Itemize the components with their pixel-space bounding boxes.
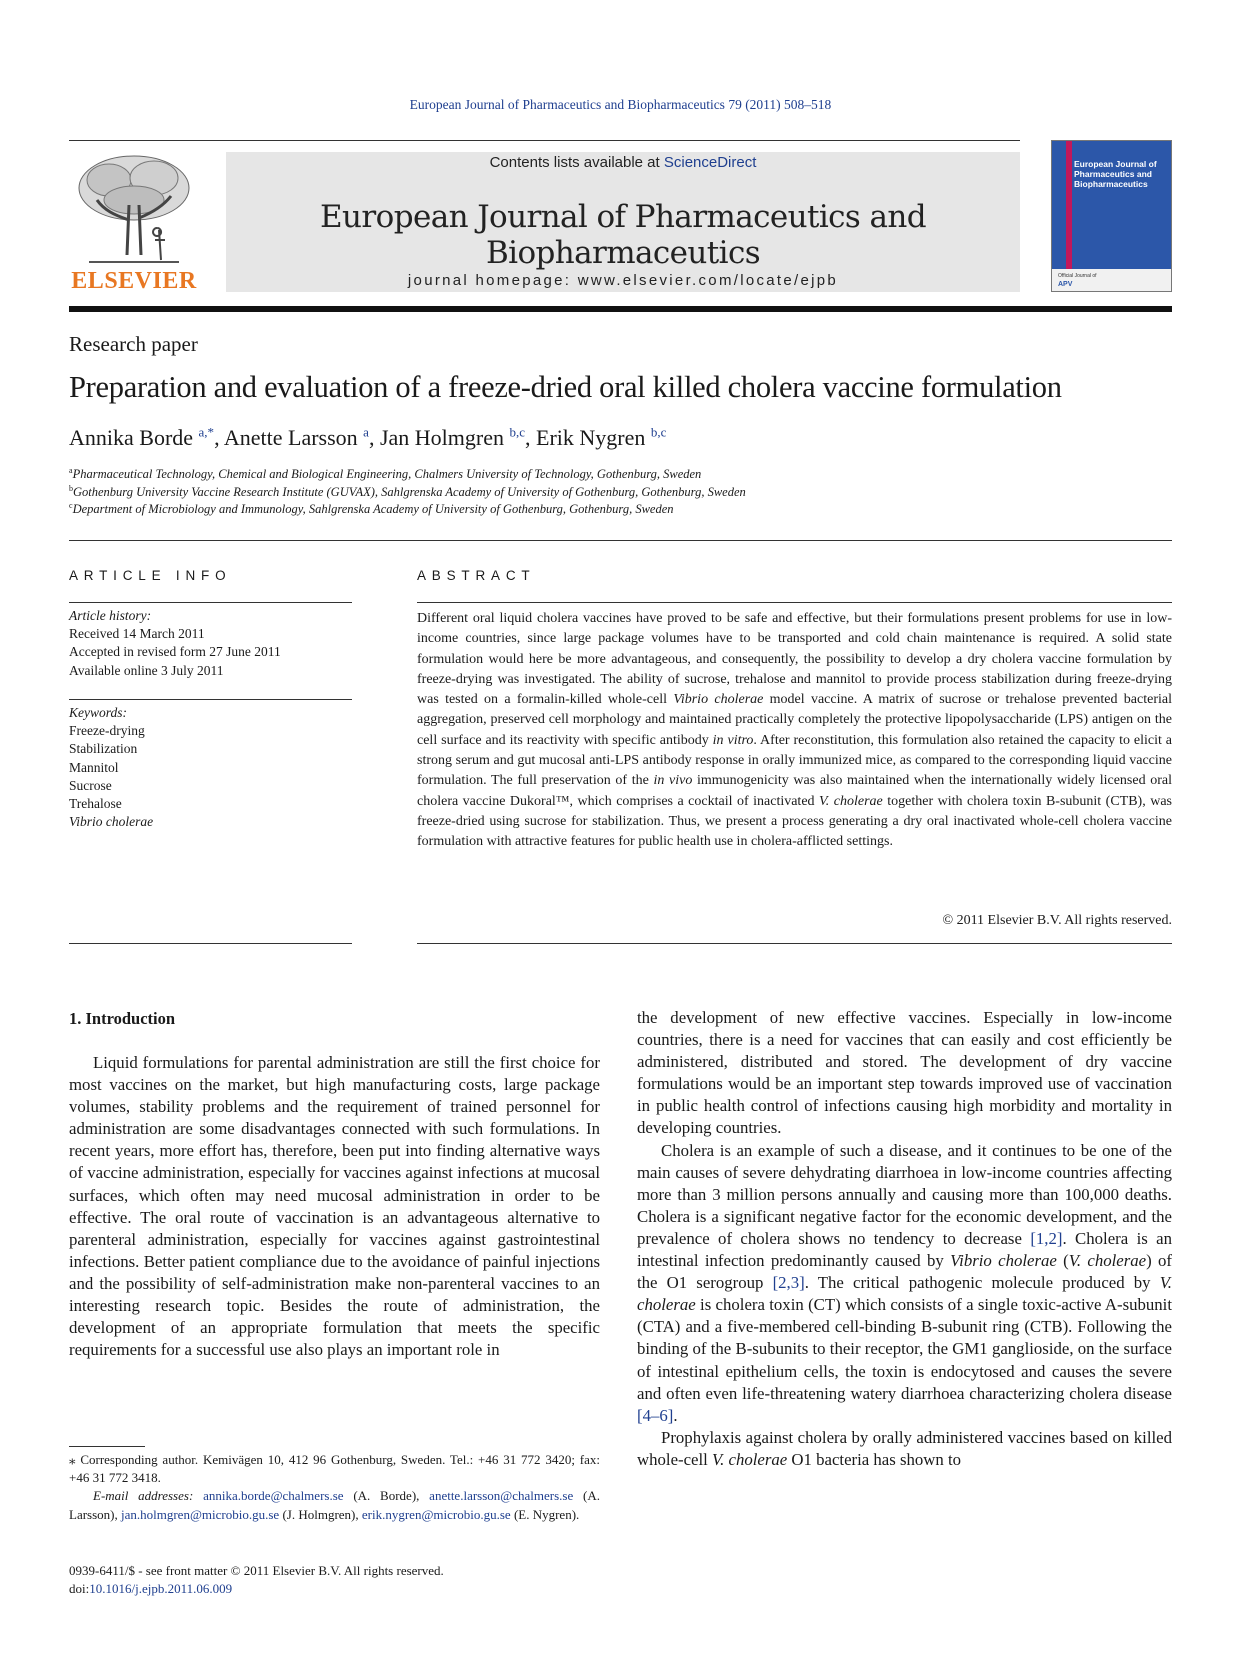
cover-title: European Journal of Pharmaceutics and Biopharmaceutics (1074, 159, 1157, 189)
abstract-bottom-divider (417, 943, 1172, 944)
italic-term: V. cholerae (1068, 1251, 1147, 1271)
elsevier-logo[interactable] (69, 150, 199, 295)
italic-term: Vibrio cholerae (950, 1251, 1057, 1271)
citation-link[interactable]: [2,3] (772, 1273, 805, 1293)
keyword: Stabilization (69, 741, 138, 757)
doi-link[interactable]: 10.1016/j.ejpb.2011.06.009 (89, 1581, 233, 1596)
issn-block (69, 1562, 444, 1598)
abstract-heading: ABSTRACT (417, 568, 536, 583)
author-affiliation-link[interactable]: a (363, 424, 369, 440)
author-name: Anette Larsson (223, 425, 358, 450)
footnote-divider (69, 1446, 145, 1447)
abstract-text (417, 609, 1172, 853)
text-segment: ) of the O1 serogroup (637, 1251, 1173, 1293)
issn-line: 0939-6411/$ - see front matter © 2011 Elsevier B.V. All rights reserved. (69, 1563, 444, 1578)
affiliation-text: Gothenburg University Vaccine Research Institute (GUVAX), Sahlgrenska Academy of University of Gothenburg, Gothenburg, Sweden (73, 485, 746, 500)
body-paragraph: Liquid formulations for parental administration are still the first choice for most vaccines on the market, but high manufacturing costs, large package volumes, stability problems and the requirement of trained personnel for administration are some disadvantages connected with such formulations. In recent years, more effort has, therefore, been put into finding alternative ways of vaccine administration, especially for vaccines against infections at mucosal surfaces, which often may need mucosal administration in order to be effective. The oral route of vaccination is an advantageous alternative to parenteral administration, especially for vaccines against gastrointestinal infections. Better patient compliance due to the avoidance of painful injections and the possibility of self-administration make non-parenteral vaccines to an interesting research topic. Besides the route of administration, the development of an appropriate formulation that meets the specific requirements for a successful use also plays an important role in (69, 1053, 600, 1360)
email-owner: (A. Larsson), (69, 1488, 601, 1522)
email-owner: (A. Borde), (343, 1488, 430, 1504)
history-label: Article history: (69, 608, 152, 623)
author-name: Annika Borde (69, 425, 194, 450)
keywords-divider (69, 699, 352, 700)
text-segment: O1 bacteria has shown to (787, 1449, 962, 1469)
abstract-segment: model vaccine. A matrix of sucrose or trehalose prevented bacterial aggregation, preserved cell morphology and maintained practically completely the protective lipopolysaccharide (LPS) antigen on the cell surface and its reactivity with specific antibody (417, 692, 1172, 748)
journal-reference-link[interactable]: European Journal of Pharmaceutics and Biopharmaceutics 79 (2011) 508–518 (409, 97, 832, 112)
journal-title: European Journal of Pharmaceutics and Biopharmaceutics (320, 199, 926, 271)
affiliation-text: Pharmaceutical Technology, Chemical and Biological Engineering, Chalmers University of Technology, Gothenburg, Sweden (72, 467, 702, 482)
contents-line (226, 154, 1020, 171)
header-divider (69, 140, 1020, 141)
doi-line (69, 1580, 444, 1598)
email-addresses (69, 1487, 600, 1523)
left-column (69, 1052, 600, 1361)
keyword: Trehalose (69, 796, 122, 812)
elsevier-tree-icon (69, 150, 199, 268)
email-owner: (J. Holmgren), (279, 1506, 362, 1522)
author-name: Jan Holmgren (379, 425, 504, 450)
abstract-italic: in vitro (712, 732, 754, 748)
keywords-label: Keywords: (69, 705, 127, 720)
text-segment: . The critical pathogenic molecule produced by (804, 1273, 1160, 1293)
email-link[interactable]: anette.larsson@chalmers.se (429, 1488, 574, 1504)
abstract-italic: Vibrio cholerae (673, 692, 764, 708)
contents-prefix: Contents lists available at (489, 154, 664, 171)
author-affiliation-link[interactable]: b,c (650, 424, 667, 440)
right-column (637, 1007, 1172, 1471)
email-link[interactable]: annika.borde@chalmers.se (203, 1488, 344, 1504)
apv-logo: APV (1058, 281, 1073, 288)
affiliation (69, 501, 674, 517)
email-link[interactable]: jan.holmgren@microbio.gu.se (121, 1506, 280, 1522)
abstract-segment: . After reconstitution, this formulation also retained the capacity to elicit a strong serum and gut mucosal anti-LPS antibody response in orally immunized mice, as compared to the corresponding liquid vaccine formulation. The full preservation of the (417, 732, 1173, 789)
affiliation-divider (69, 540, 1172, 541)
received-date: Received 14 March 2011 (69, 626, 205, 642)
cover-footer-text: Official Journal of (1058, 273, 1097, 279)
article-info-divider (69, 602, 352, 603)
affiliation (69, 484, 746, 500)
online-date: Available online 3 July 2011 (69, 662, 224, 678)
abstract-divider (417, 602, 1172, 603)
body-paragraph: the development of new effective vaccines. Especially in low-income countries, there is a need for vaccines that can easily and cost efficiently be administered, distributed and stored. The development of dry vaccine formulations would be an important step towards improved use of vaccination in public health control of infections causing high morbidity and mortality in developing countries. (637, 1008, 1172, 1138)
text-segment: . (673, 1405, 678, 1425)
keyword: Sucrose (69, 777, 112, 793)
affiliation-marker: a (69, 466, 73, 475)
affiliation-marker: c (69, 501, 73, 510)
journal-cover-thumbnail[interactable] (1051, 140, 1172, 292)
author-separator: , (525, 425, 536, 450)
abstract-segment: immunogenicity was also maintained when the internationally widely licensed oral cholera vaccine Dukoral™, which comprises a cocktail of inactivated (417, 773, 1172, 809)
email-label: E-mail addresses: (93, 1488, 194, 1504)
abstract-segment: together with cholera toxin B-subunit (CTB), was freeze-dried using sucrose for stabilization. Thus, we present a process generating a dry oral inactivated whole-cell cholera vaccine formulation with attractive features for public health use in cholera-afflicted settings. (417, 793, 1172, 850)
abstract-copyright: © 2011 Elsevier B.V. All rights reserved. (942, 913, 1172, 928)
keyword: Freeze-drying (69, 723, 145, 739)
text-segment: Prophylaxis against cholera by orally administered vaccines based on killed whole-cell (637, 1427, 1172, 1469)
affiliation-text: Department of Microbiology and Immunology, Sahlgrenska Academy of University of Gothenburg, Gothenburg, Sweden (72, 502, 674, 517)
italic-term: V. cholerae (712, 1449, 788, 1469)
accepted-date: Accepted in revised form 27 June 2011 (69, 644, 281, 660)
author-name: Erik Nygren (536, 425, 646, 450)
article-history (69, 607, 281, 680)
email-owner: (E. Nygren). (510, 1506, 580, 1522)
article-title: Preparation and evaluation of a freeze-dried oral killed cholera vaccine formulation (69, 370, 1062, 404)
author-affiliation-link[interactable]: a,* (198, 424, 215, 440)
text-segment: is cholera toxin (CT) which consists of a single toxic-active A-subunit (CTA) and a five-membered cell-binding B-subunit ring (CTB). Following the binding of the B-subunits to their receptor, the GM1 ganglioside, on the surface of intestinal epithelium cells, the toxin is endocytosed and causes the severe and often even life-threatening watery diarrhoea characterizing cholera disease (637, 1295, 1172, 1403)
text-segment: ( (1056, 1251, 1069, 1271)
text-segment: . Cholera is an intestinal infection predominantly caused by (637, 1228, 1173, 1271)
text-segment: Cholera is an example of such a disease, and it continues to be one of the main causes of severe dehydrating diarrhoea in low-income countries affecting more than 3 million persons annually and causing more than 100,000 deaths. Cholera is a significant negative factor for the economic development, and the prevalence of cholera shows no tendency to decrease (637, 1140, 1172, 1248)
author-list (69, 425, 666, 451)
sciencedirect-link[interactable]: ScienceDirect (663, 154, 757, 171)
article-info-bottom-divider (69, 943, 352, 944)
doi-prefix: doi: (69, 1581, 90, 1596)
author-separator: , (368, 425, 380, 450)
footnote (69, 1451, 600, 1524)
keyword: Vibrio cholerae (69, 814, 154, 830)
keywords-list (69, 704, 153, 831)
article-info-heading: ARTICLE INFO (69, 568, 232, 583)
citation-link[interactable]: [1,2] (1030, 1228, 1063, 1248)
abstract-segment: Different oral liquid cholera vaccines have proved to be safe and effective, but their formulations present problems for use in low-income countries, since large package volumes have to be transported and cold chain maintenance is required. A solid state formulation would here be more advantageous, and consequently, the possibility to develop a dry cholera vaccine formulation by freeze-drying was investigated. The ability of sucrose, trehalose and mannitol to provide process stabilization during freeze-drying was tested on a formalin-killed whole-cell (417, 611, 1172, 708)
journal-homepage-link[interactable]: journal homepage: www.elsevier.com/locate/ejpb (407, 272, 839, 289)
email-link[interactable]: erik.nygren@microbio.gu.se (361, 1506, 511, 1522)
italic-term: V. cholerae (637, 1273, 1172, 1315)
author-affiliation-link[interactable]: b,c (509, 424, 525, 440)
keyword: Mannitol (69, 759, 119, 775)
corresponding-author-note: ⁎ Corresponding author. Kemivägen 10, 412 96 Gothenburg, Sweden. Tel.: +46 31 772 3420; fax: +46 31 772 3418. (69, 1452, 600, 1486)
abstract-italic: V. cholerae (819, 793, 883, 809)
affiliation (69, 466, 701, 482)
header-thick-divider (69, 306, 1172, 312)
author-separator: , (214, 425, 224, 450)
cover-footer (1052, 269, 1172, 291)
citation-link[interactable]: [4–6] (637, 1405, 674, 1425)
elsevier-wordmark: ELSEVIER (71, 268, 197, 294)
section-heading-introduction: 1. Introduction (69, 1009, 176, 1028)
abstract-italic: in vivo (653, 773, 693, 789)
article-type: Research paper (69, 332, 198, 356)
body-paragraph (637, 1140, 1172, 1427)
body-paragraph (637, 1427, 1172, 1471)
affiliation-marker: b (69, 484, 73, 493)
